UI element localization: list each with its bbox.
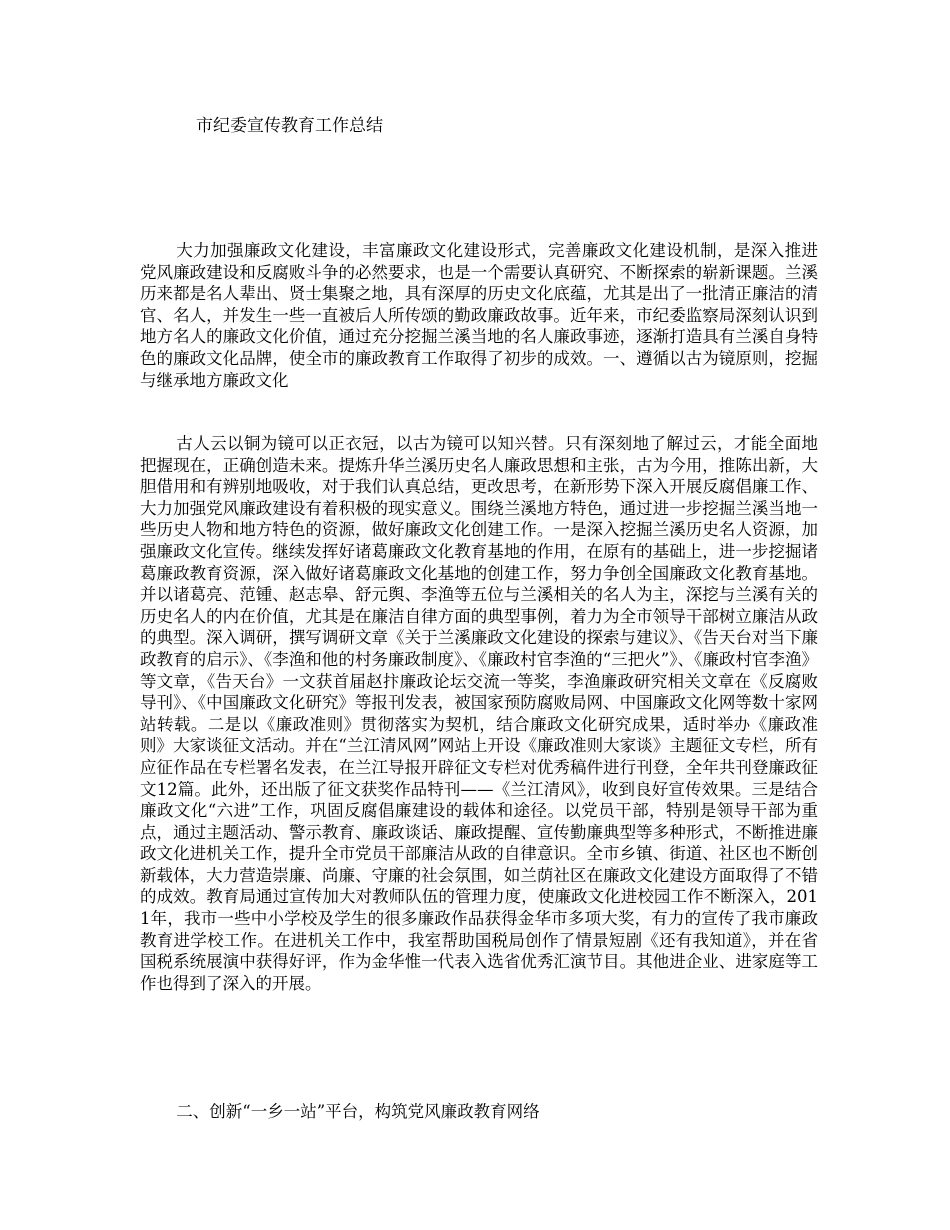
section-two-heading: 二、创新“一乡一站”平台，构筑党风廉政教育网络 [176, 1102, 540, 1121]
paragraph-intro: 大力加强廉政文化建设，丰富廉政文化建设形式，完善廉政文化建设机制，是深入推进党风廉政建设和反腐败斗争的必然要求，也是一个需要认真研究、不断探索的崭新课题。兰溪历来都是名人辈出、贤士集聚之地，具有深厚的历史文化底蕴，尤其是出了一批清正廉洁的清官、名人，并发生一些一直被后人所传颂的勤政廉政故事。近年来，市纪委监察局深刻认识到地方名人的廉政文化价值，通过充分挖掘兰溪当地的名人廉政事迹，逐渐打造具有兰溪自身特色的廉政文化品牌，使全市的廉政教育工作取得了初步的成效。一、遵循以古为镜原则，挖掘与继承地方廉政文化 [140, 241, 818, 390]
paragraph-section-one-body: 古人云以铜为镜可以正衣冠，以古为镜可以知兴替。只有深刻地了解过云，才能全面地把握现在，正确创造未来。提炼升华兰溪历史名人廉政思想和主张，古为今用，推陈出新，大胆借用和有辨别地吸收，对于我们认真总结，更改思考，在新形势下深入开展反腐倡廉工作、大力加强党风廉政建设有着积极的现实意义。围绕兰溪地方特色，通过进一步挖掘兰溪当地一些历史人物和地方特色的资源，做好廉政文化创建工作。一是深入挖掘兰溪历史名人资源，加强廉政文化宣传。继续发挥好诸葛廉政文化教育基地的作用，在原有的基础上，进一步挖掘诸葛廉政教育资源，深入做好诸葛廉政文化基地的创建工作，努力争创全国廉政文化教育基地。并以诸葛亮、范锺、赵志皋、舒元舆、李渔等五位与兰溪相关的名人为主，深挖与兰溪有关的历史名人的内在价值，尤其是在廉洁自律方面的典型事例，着力为全市领导干部树立廉洁从政的典型。深入调研，撰写调研文章《关于兰溪廉政文化建设的探索与建议》、《告天台对当下廉政教育的启示》、《李渔和他的村务廉政制度》、《廉政村官李渔的“三把火”》、《廉政村官李渔》等文章，《告天台》一文获首届赵抃廉政论坛交流一等奖，李渔廉政研究相关文章在《反腐败导刊》、《中国廉政文化研究》等报刊发表，被国家预防腐败局网、中国廉政文化网等数十家网站转载。二是以《廉政准则》贯彻落实为契机，结合廉政文化研究成果，适时举办《廉政准则》大家谈征文活动。并在“兰江清风网”网站上开设《廉政准则大家谈》主题征文专栏，所有应征作品在专栏署名发表，在兰江导报开辟征文专栏对优秀稿件进行刊登，全年共刊登廉政征文12篇。此外，还出版了征文获奖作品特刊——《兰江清风》，收到良好宣传效果。三是结合廉政文化“六进”工作，巩固反腐倡廉建设的载体和途径。以党员干部，特别是领导干部为重点，通过主题活动、警示教育、廉政谈话、廉政提醒、宣传勤廉典型等多种形式，不断推进廉政文化进机关工作，提升全市党员干部廉洁从政的自律意识。全市乡镇、街道、社区也不断创新载体，大力营造崇廉、尚廉、守廉的社会氛围，如兰荫社区在廉政文化建设方面取得了不错的成效。教育局通过宣传加大对教师队伍的管理力度，使廉政文化进校园工作不断深入，2011年，我市一些中小学校及学生的很多廉政作品获得金华市多项大奖，有力的宣传了我市廉政教育进学校工作。在进机关工作中，我室帮助国税局创作了情景短剧《还有我知道》，并在省国税系统展演中获得好评，作为金华惟一代表入选省优秀汇演节目。其他进企业、进家庭等工作也得到了深入的开展。 [140, 434, 818, 993]
document-title: 市纪委宣传教育工作总结 [196, 116, 383, 136]
